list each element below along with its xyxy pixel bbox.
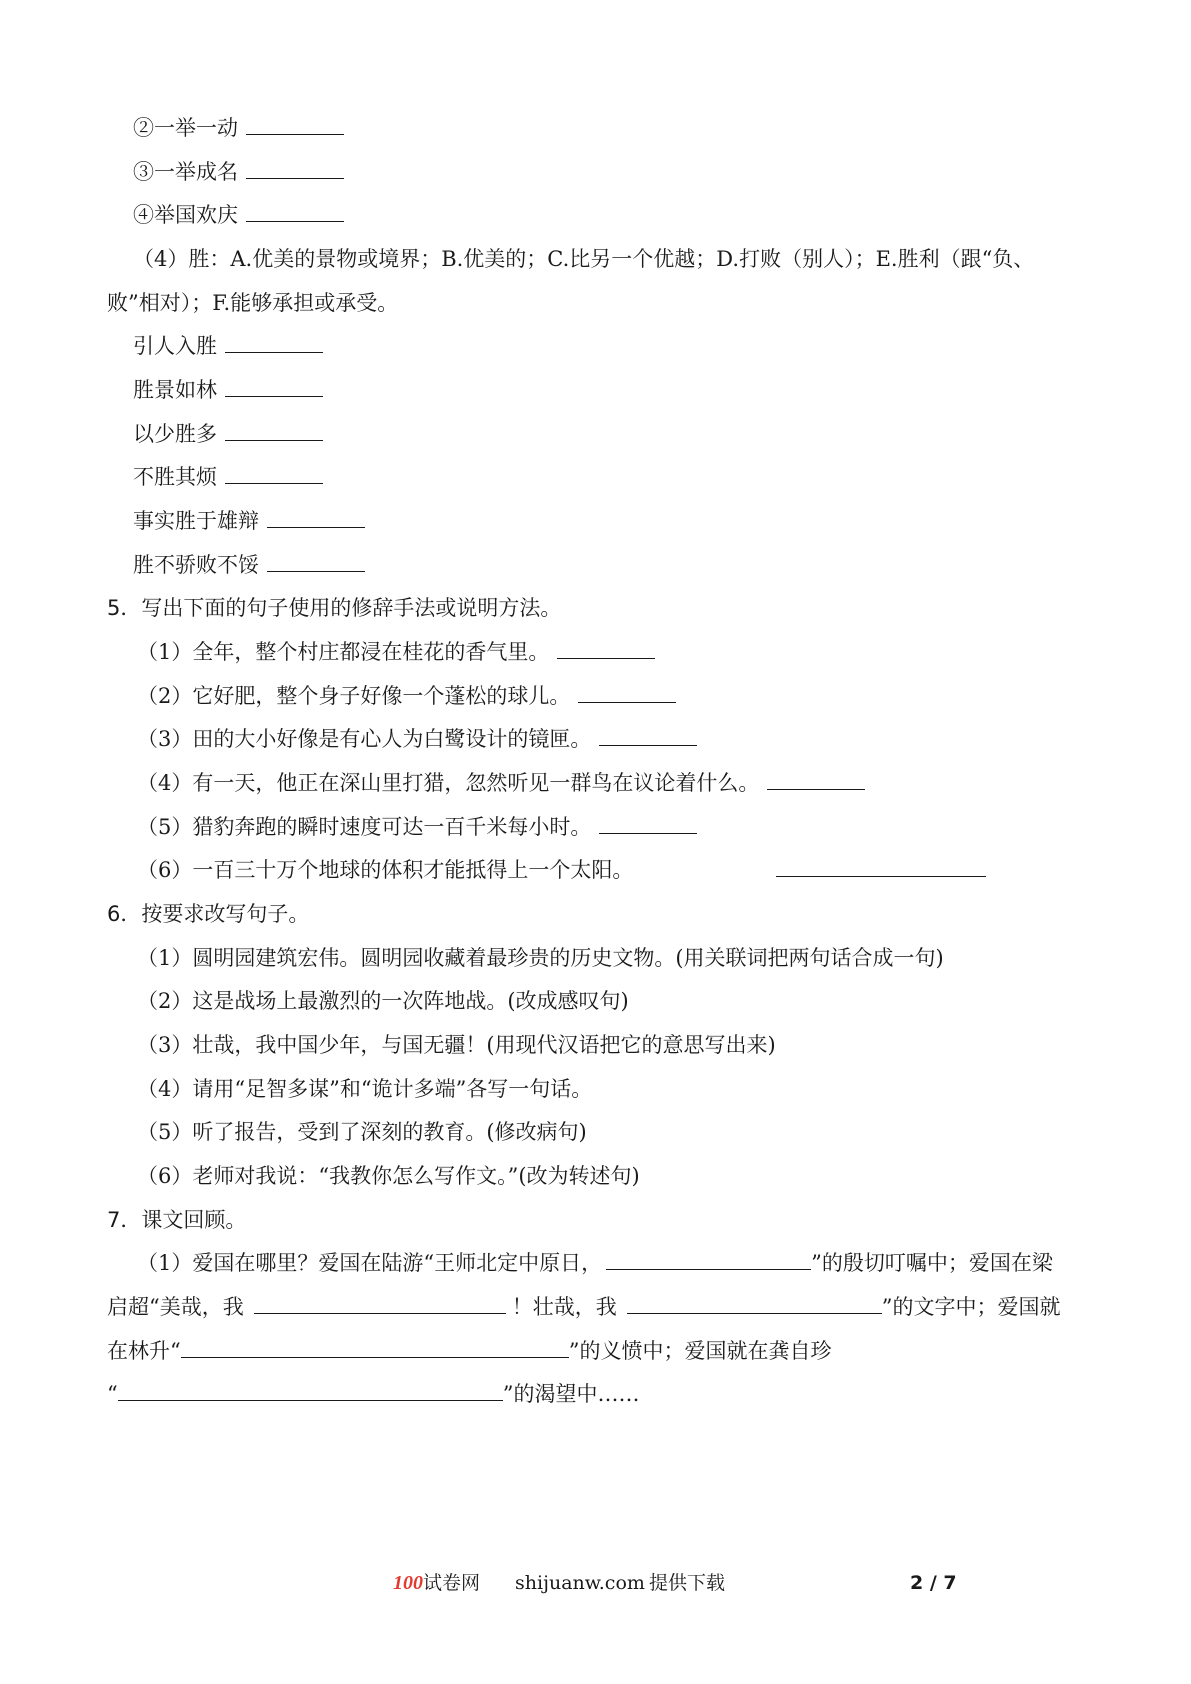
answer-blank[interactable] xyxy=(225,332,323,353)
q7-line-1: （1）爱国在哪里？爱国在陆游“王师北定中原日， ”的殷切叮嘱中；爱国在梁 xyxy=(137,1251,1053,1275)
question-title: 课文回顾。 xyxy=(141,1208,247,1232)
answer-blank[interactable] xyxy=(599,725,697,746)
footer-provide: 提供下载 xyxy=(649,1572,726,1594)
sheng-definition-line1: （4）胜：A.优美的景物或境界；B.优美的；C.比另一个优越；D.打败（别人）；E.胜利（跟“负、 xyxy=(133,247,1035,271)
sheng-definition-line2: 败”相对）；F.能够承担或承受。 xyxy=(107,291,399,315)
q6-item-5: （5）听了报告，受到了深刻的教育。(修改病句) xyxy=(137,1120,587,1144)
question-number: 5． xyxy=(107,596,142,620)
question-number: 7． xyxy=(107,1208,142,1232)
item-sheng-3: 以少胜多 xyxy=(133,420,323,448)
logo-100-icon: 100 xyxy=(393,1572,423,1594)
q6-item-6: （6）老师对我说：“我教你怎么写作文。”(改为转述句) xyxy=(137,1164,640,1188)
footer-logo xyxy=(393,1568,480,1598)
answer-blank[interactable] xyxy=(627,1293,882,1314)
q5-item-4: （4）有一天，他正在深山里打猎，忽然听见一群鸟在议论着什么。 xyxy=(137,769,865,797)
answer-blank[interactable] xyxy=(225,420,323,441)
question-5-heading xyxy=(107,594,561,622)
item-sheng-1: 引人入胜 xyxy=(133,332,323,360)
answer-blank[interactable] xyxy=(246,201,344,222)
answer-blank[interactable] xyxy=(246,114,344,135)
answer-blank[interactable] xyxy=(578,682,676,703)
q7-line-3: 在林升“ ”的义愤中；爱国就在龚自珍 xyxy=(107,1339,832,1363)
answer-blank[interactable] xyxy=(118,1380,503,1401)
q7-line-2: 启超“美哉，我 ！壮哉，我 ”的文字中；爱国就 xyxy=(107,1295,1061,1319)
question-7-heading xyxy=(107,1206,246,1234)
q5-item-2: （2）它好肥，整个身子好像一个蓬松的球儿。 xyxy=(137,682,676,710)
q7-line-4: “ ”的渴望中…… xyxy=(107,1382,640,1406)
q6-item-3: （3）壮哉，我中国少年，与国无疆！(用现代汉语把它的意思写出来) xyxy=(137,1033,776,1057)
item-sheng-2: 胜景如林 xyxy=(133,376,323,404)
item-ju-4: ④举国欢庆 xyxy=(133,201,344,229)
q5-item-5: （5）猎豹奔跑的瞬时速度可达一百千米每小时。 xyxy=(137,813,697,841)
question-title: 按要求改写句子。 xyxy=(141,902,310,926)
answer-blank[interactable] xyxy=(606,1249,811,1270)
answer-blank[interactable] xyxy=(776,856,986,877)
answer-blank[interactable] xyxy=(267,551,365,572)
q5-item-1: （1）全年，整个村庄都浸在桂花的香气里。 xyxy=(137,638,655,666)
answer-blank[interactable] xyxy=(225,463,323,484)
answer-blank[interactable] xyxy=(225,376,323,397)
answer-blank[interactable] xyxy=(181,1337,569,1358)
q6-item-2: （2）这是战场上最激烈的一次阵地战。(改成感叹句) xyxy=(137,989,629,1013)
question-number: 6． xyxy=(107,902,142,926)
item-sheng-5: 事实胜于雄辩 xyxy=(133,507,365,535)
q5-item-3: （3）田的大小好像是有心人为白鹭设计的镜匣。 xyxy=(137,725,697,753)
page-number: 2 / 7 xyxy=(910,1572,957,1594)
answer-blank[interactable] xyxy=(599,813,697,834)
answer-blank[interactable] xyxy=(267,507,365,528)
item-ju-2: ②一举一动 xyxy=(133,114,344,142)
logo-text: 试卷网 xyxy=(423,1572,481,1594)
q5-item-6: （6）一百三十万个地球的体积才能抵得上一个太阳。 xyxy=(137,858,634,882)
q6-item-4: （4）请用“足智多谋”和“诡计多端”各写一句话。 xyxy=(137,1077,593,1101)
answer-blank[interactable] xyxy=(254,1293,506,1314)
item-sheng-4: 不胜其烦 xyxy=(133,463,323,491)
question-title: 写出下面的句子使用的修辞手法或说明方法。 xyxy=(141,596,562,620)
question-6-heading xyxy=(107,900,309,928)
item-sheng-6: 胜不骄败不馁 xyxy=(133,551,365,579)
q6-item-1: （1）圆明园建筑宏伟。圆明园收藏着最珍贵的历史文物。(用关联词把两句话合成一句) xyxy=(137,946,944,970)
answer-blank[interactable] xyxy=(557,638,655,659)
q5-item-6-blank-wrap xyxy=(776,856,986,884)
answer-blank[interactable] xyxy=(767,769,865,790)
footer-site: shijuanw.com xyxy=(515,1572,645,1594)
item-ju-3: ③一举成名 xyxy=(133,158,344,186)
answer-blank[interactable] xyxy=(246,158,344,179)
